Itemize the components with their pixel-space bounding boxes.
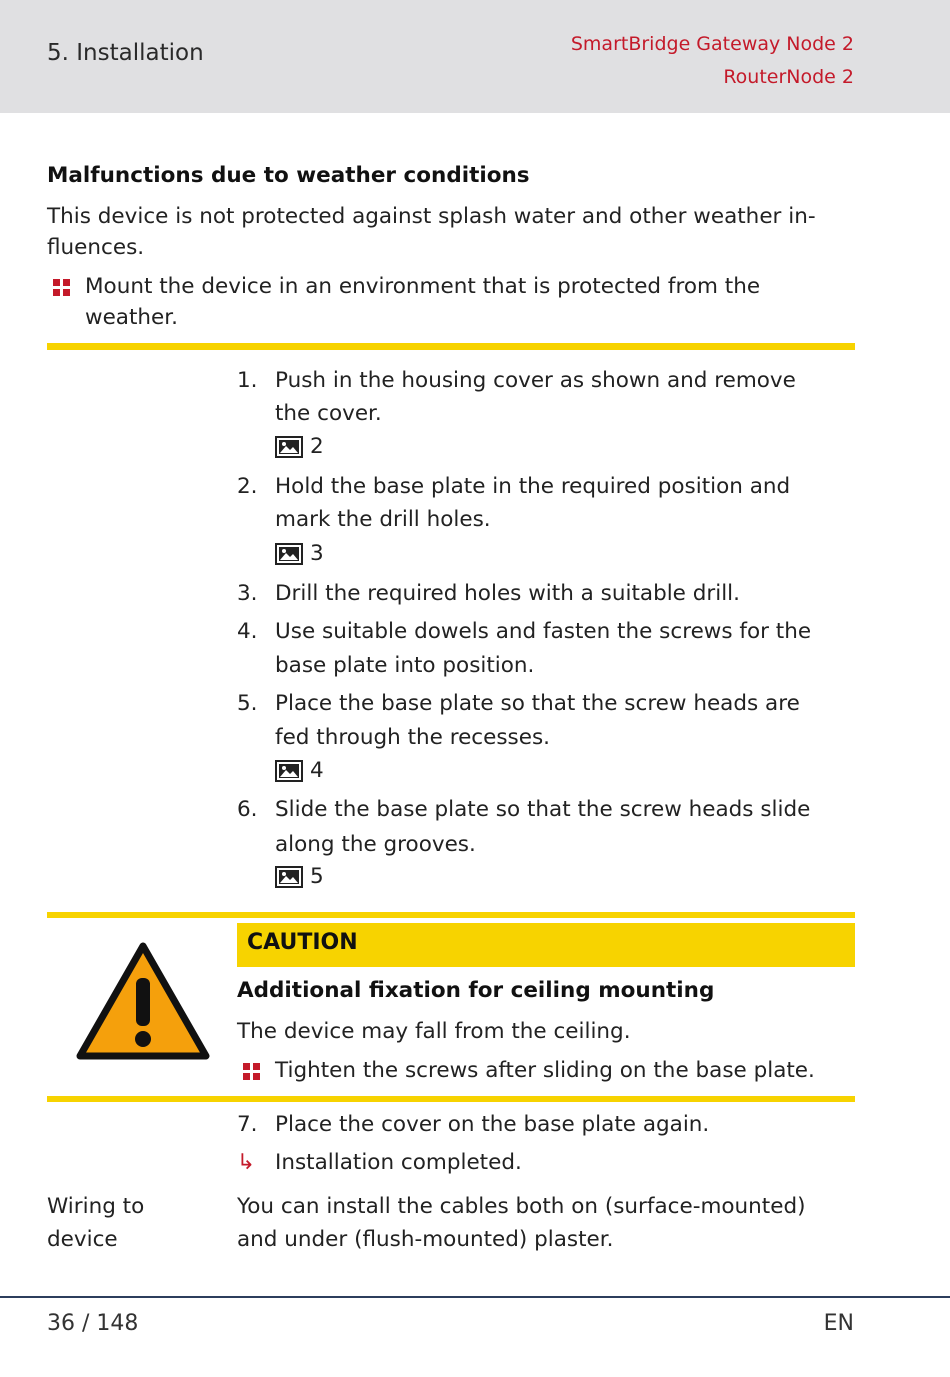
action-bullet-icon (53, 279, 70, 296)
step-text: Use suitable dowels and fasten the screws for the (275, 619, 812, 644)
step-text: Place the cover on the base plate again. (275, 1112, 710, 1137)
step-number: 4. (237, 619, 258, 644)
notice-heading: Malfunctions due to weather conditions (47, 163, 530, 188)
action-bullet-icon (243, 1063, 260, 1080)
figure-reference[interactable] (275, 541, 324, 566)
step-number: 7. (237, 1112, 258, 1137)
notice-text-line1: This device is not protected against splash water and other weather in- (47, 204, 816, 229)
figure-image-icon (275, 543, 303, 565)
figure-number: 3 (310, 541, 324, 566)
side-label-line1: Wiring to (47, 1194, 145, 1219)
step-number: 2. (237, 474, 258, 499)
footer-divider (0, 1296, 950, 1298)
step-text: Push in the housing cover as shown and remove (275, 368, 796, 393)
warning-triangle-icon (75, 940, 211, 1062)
product-name (571, 28, 854, 94)
caution-action: Tighten the screws after sliding on the base plate. (275, 1058, 815, 1083)
caution-top-bar (47, 912, 855, 918)
step-text: base plate into position. (275, 653, 535, 678)
figure-image-icon (275, 436, 303, 458)
step-text: Drill the required holes with a suitable drill. (275, 581, 740, 606)
side-label-line2: device (47, 1227, 118, 1252)
product-name-line2: RouterNode 2 (723, 66, 854, 88)
caution-label: CAUTION (247, 930, 358, 955)
result-arrow-icon: ↳ (237, 1150, 256, 1175)
caution-label-box (237, 923, 855, 967)
step-number: 6. (237, 797, 258, 822)
result-text: Installation completed. (275, 1150, 522, 1175)
step-text: fed through the recesses. (275, 725, 551, 750)
step-number: 3. (237, 581, 258, 606)
figure-reference[interactable] (275, 434, 324, 459)
divider-bar (47, 343, 855, 350)
caution-bottom-bar (47, 1096, 855, 1102)
step-text: mark the drill holes. (275, 507, 491, 532)
figure-reference[interactable] (275, 758, 324, 783)
notice-text-line2: fluences. (47, 235, 145, 260)
product-name-line1: SmartBridge Gateway Node 2 (570, 33, 854, 55)
figure-number: 5 (310, 864, 324, 889)
caution-text: The device may fall from the ceiling. (237, 1019, 631, 1044)
figure-number: 2 (310, 434, 324, 459)
wiring-text-line1: You can install the cables both on (surface-mounted) (237, 1194, 806, 1219)
caution-heading: Additional fixation for ceiling mounting (237, 978, 715, 1003)
figure-number: 4 (310, 758, 324, 783)
step-number: 1. (237, 368, 258, 393)
step-text: Place the base plate so that the screw heads are (275, 691, 800, 716)
step-text: the cover. (275, 401, 382, 426)
page-header (0, 0, 950, 113)
figure-image-icon (275, 866, 303, 888)
figure-reference[interactable] (275, 864, 324, 889)
chapter-title: 5. Installation (47, 40, 204, 66)
wiring-text-line2: and under (flush-mounted) plaster. (237, 1227, 614, 1252)
notice-action-line2: weather. (85, 305, 178, 330)
figure-image-icon (275, 760, 303, 782)
step-text: Slide the base plate so that the screw heads slide (275, 797, 811, 822)
page-number: 36 / 148 (47, 1311, 139, 1336)
step-text: along the grooves. (275, 832, 476, 857)
language-code: EN (823, 1311, 854, 1336)
notice-action-line1: Mount the device in an environment that is protected from the (85, 274, 761, 299)
step-text: Hold the base plate in the required position and (275, 474, 791, 499)
step-number: 5. (237, 691, 258, 716)
